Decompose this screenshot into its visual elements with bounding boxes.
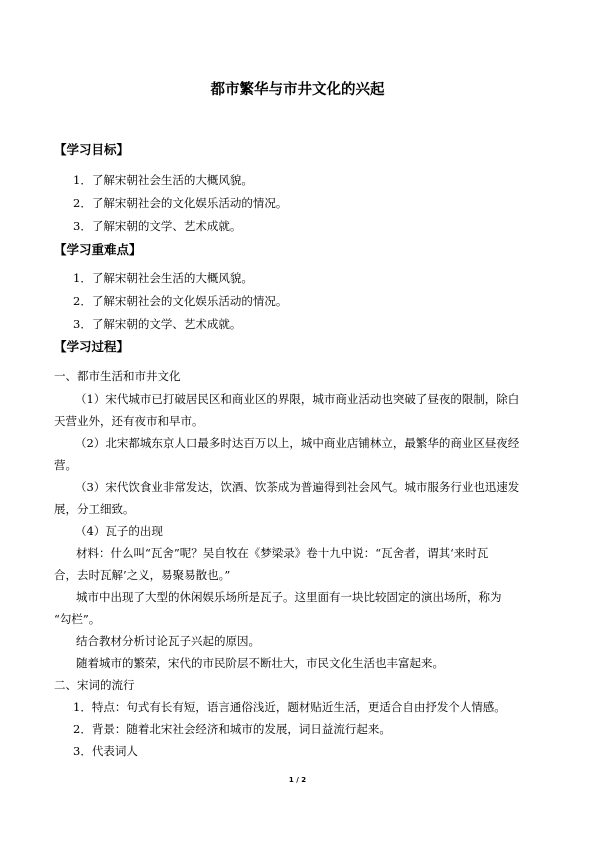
objectives-heading: 【学习目标】 (54, 142, 130, 157)
process-heading: 【学习过程】 (54, 339, 130, 354)
key-points-heading: 【学习重难点】 (54, 242, 142, 257)
paragraph-line: 3．代表词人 (73, 744, 138, 758)
paragraph-line: 天营业外，还有夜市和早市。 (54, 414, 204, 428)
paragraph-line: 营。 (54, 458, 77, 472)
paragraph-line: 合，去时瓦解’之义，易聚易散也。” (54, 568, 231, 582)
paragraph-line: “勾栏”。 (54, 612, 101, 626)
page-title: 都市繁华与市井文化的兴起 (210, 82, 385, 98)
paragraph-line: 2．背景：随着北宋社会经济和城市的发展，词日益流行起来。 (73, 722, 391, 736)
objective-item: 2．了解宋朝社会的文化娱乐活动的情况。 (73, 196, 288, 210)
paragraph-line: 随着城市的繁荣，宋代的市民阶层不断壮大，市民文化生活也丰富起来。 (76, 656, 444, 670)
paragraph-line: （3）宋代饮食业非常发达，饮酒、饮茶成为普遍得到社会风气。城市服务行业也迅速发 (75, 480, 520, 494)
objective-item: 1．了解宋朝社会生活的大概风貌。 (73, 173, 253, 187)
key-point-item: 1．了解宋朝社会生活的大概风貌。 (73, 271, 253, 285)
page-number: 1 / 2 (288, 776, 307, 784)
part2-title: 二、宋词的流行 (54, 678, 135, 692)
part1-title: 一、都市生活和市井文化 (54, 369, 181, 383)
paragraph-line: 城市中出现了大型的休闲娱乐场所是瓦子。这里面有一块比较固定的演出场所，称为 (76, 590, 502, 604)
objective-item: 3．了解宋朝的文学、艺术成就。 (73, 219, 242, 233)
key-point-item: 3．了解宋朝的文学、艺术成就。 (73, 317, 242, 331)
paragraph-line: （4）瓦子的出现 (75, 524, 163, 538)
paragraph-line: 展，分工细致。 (54, 502, 135, 516)
paragraph-line: 材料：什么叫“瓦舍”呢？吴自牧在《梦梁录》卷十九中说：“瓦舍者，谓其‘来时瓦 (76, 546, 489, 560)
paragraph-line: （2）北宋都城东京人口最多时达百万以上，城中商业店铺林立，最繁华的商业区昼夜经 (75, 436, 520, 450)
paragraph-line: 结合教材分析讨论瓦子兴起的原因。 (76, 634, 260, 648)
key-point-item: 2．了解宋朝社会的文化娱乐活动的情况。 (73, 294, 288, 308)
paragraph-line: 1．特点：句式有长有短，语言通俗浅近，题材贴近生活，更适合自由抒发个人情感。 (73, 700, 506, 714)
paragraph-line: （1）宋代城市已打破居民区和商业区的界限，城市商业活动也突破了昼夜的限制，除白 (75, 392, 520, 406)
